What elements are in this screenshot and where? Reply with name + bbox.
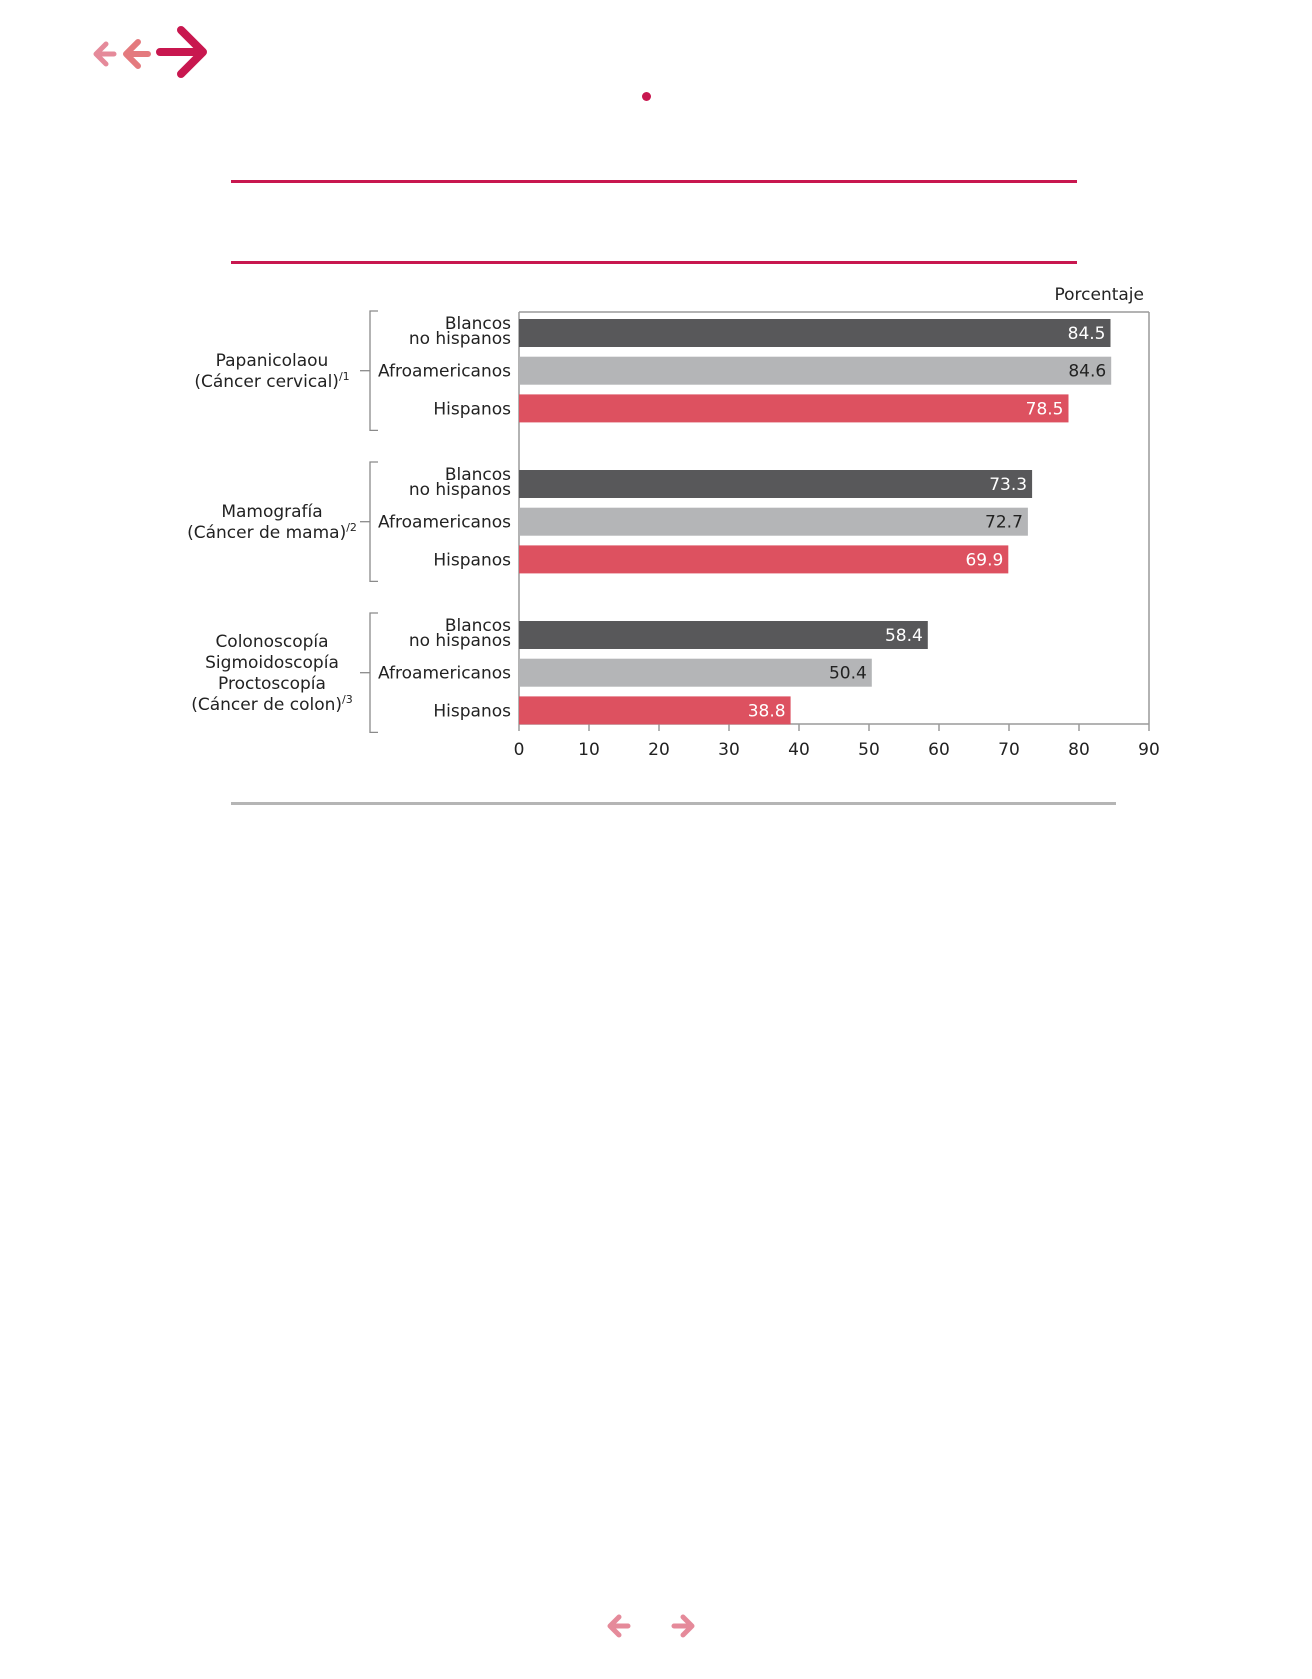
x-tick-label: 90 <box>1138 740 1160 760</box>
bar-category-label: Hispanos <box>433 701 511 722</box>
arrow-right-big-icon[interactable] <box>160 30 203 74</box>
x-tick-label: 0 <box>513 740 525 760</box>
bar-category-label: Afroamericanos <box>378 663 511 684</box>
bar-dark <box>519 621 928 649</box>
chart-bottom-rule <box>231 802 1116 805</box>
bar-category-label: no hispanos <box>408 329 511 349</box>
group-label: Sigmoidoscopía <box>205 653 339 674</box>
group-label: (Cáncer de colon)$^{/3}$ <box>191 693 353 716</box>
group-bracket <box>370 613 378 732</box>
bar-category-label: Blancos <box>444 616 511 636</box>
arrow-left-icon[interactable] <box>126 42 148 66</box>
bar-value-label: 58.4 <box>884 626 923 646</box>
x-tick-label: 20 <box>648 740 670 760</box>
bar-value-label: 78.5 <box>1025 399 1064 420</box>
x-tick-label: 50 <box>858 740 880 760</box>
x-tick-label: 30 <box>718 740 740 760</box>
bar-value-label: 84.5 <box>1067 324 1106 344</box>
bar-category-label: Hispanos <box>433 399 511 420</box>
bar-value-label: 50.4 <box>828 663 867 684</box>
group-bracket <box>370 462 378 581</box>
x-tick-label: 10 <box>578 740 600 760</box>
arrow-right-icon[interactable] <box>668 1612 698 1640</box>
group-label: (Cáncer cervical)$^{/1}$ <box>194 370 350 393</box>
bar-category-label: Afroamericanos <box>378 361 511 382</box>
group-label: (Cáncer de mama)$^{/2}$ <box>187 521 357 544</box>
x-tick-label: 60 <box>928 740 950 760</box>
x-tick-label: 80 <box>1068 740 1090 760</box>
bar-category-label: no hispanos <box>408 480 511 500</box>
bar-value-label: 69.9 <box>965 550 1004 571</box>
group-label: Mamografía <box>221 502 323 523</box>
bar-red <box>519 545 1008 573</box>
bar-value-label: 72.7 <box>985 512 1023 533</box>
bar-category-label: Blancos <box>444 314 511 334</box>
bar-light <box>519 659 872 687</box>
bar-dark <box>519 319 1111 347</box>
bar-category-label: Afroamericanos <box>378 512 511 533</box>
bar-value-label: 38.8 <box>747 701 786 722</box>
bar-category-label: Blancos <box>444 465 511 485</box>
group-footnote-marker: /2 <box>346 521 357 535</box>
group-footnote-marker: /3 <box>342 693 353 707</box>
bar-value-label: 84.6 <box>1068 361 1107 382</box>
group-footnote-marker: /1 <box>338 370 350 384</box>
group-label: Proctoscopía <box>218 674 326 695</box>
group-label: Papanicolaou <box>215 351 329 372</box>
bar-category-label: Hispanos <box>433 550 511 571</box>
bar-category-label: no hispanos <box>408 631 511 651</box>
top-navigation <box>88 22 218 82</box>
bar-chart <box>170 275 1160 775</box>
bar-dark <box>519 470 1032 498</box>
accent-dot <box>642 92 651 101</box>
bar-value-label: 73.3 <box>989 475 1028 495</box>
title-rule-top <box>231 180 1077 183</box>
arrow-left-small-icon[interactable] <box>96 44 114 64</box>
group-label: Colonoscopía <box>215 632 329 653</box>
group-bracket <box>370 311 378 430</box>
arrow-left-icon[interactable] <box>604 1612 634 1640</box>
x-tick-label: 40 <box>788 740 810 760</box>
bar-light <box>519 357 1111 385</box>
x-axis-label: Porcentaje <box>1054 285 1144 305</box>
x-tick-label: 70 <box>998 740 1020 760</box>
title-rule-bottom <box>231 261 1077 264</box>
bar-red <box>519 394 1069 422</box>
bar-light <box>519 508 1028 536</box>
